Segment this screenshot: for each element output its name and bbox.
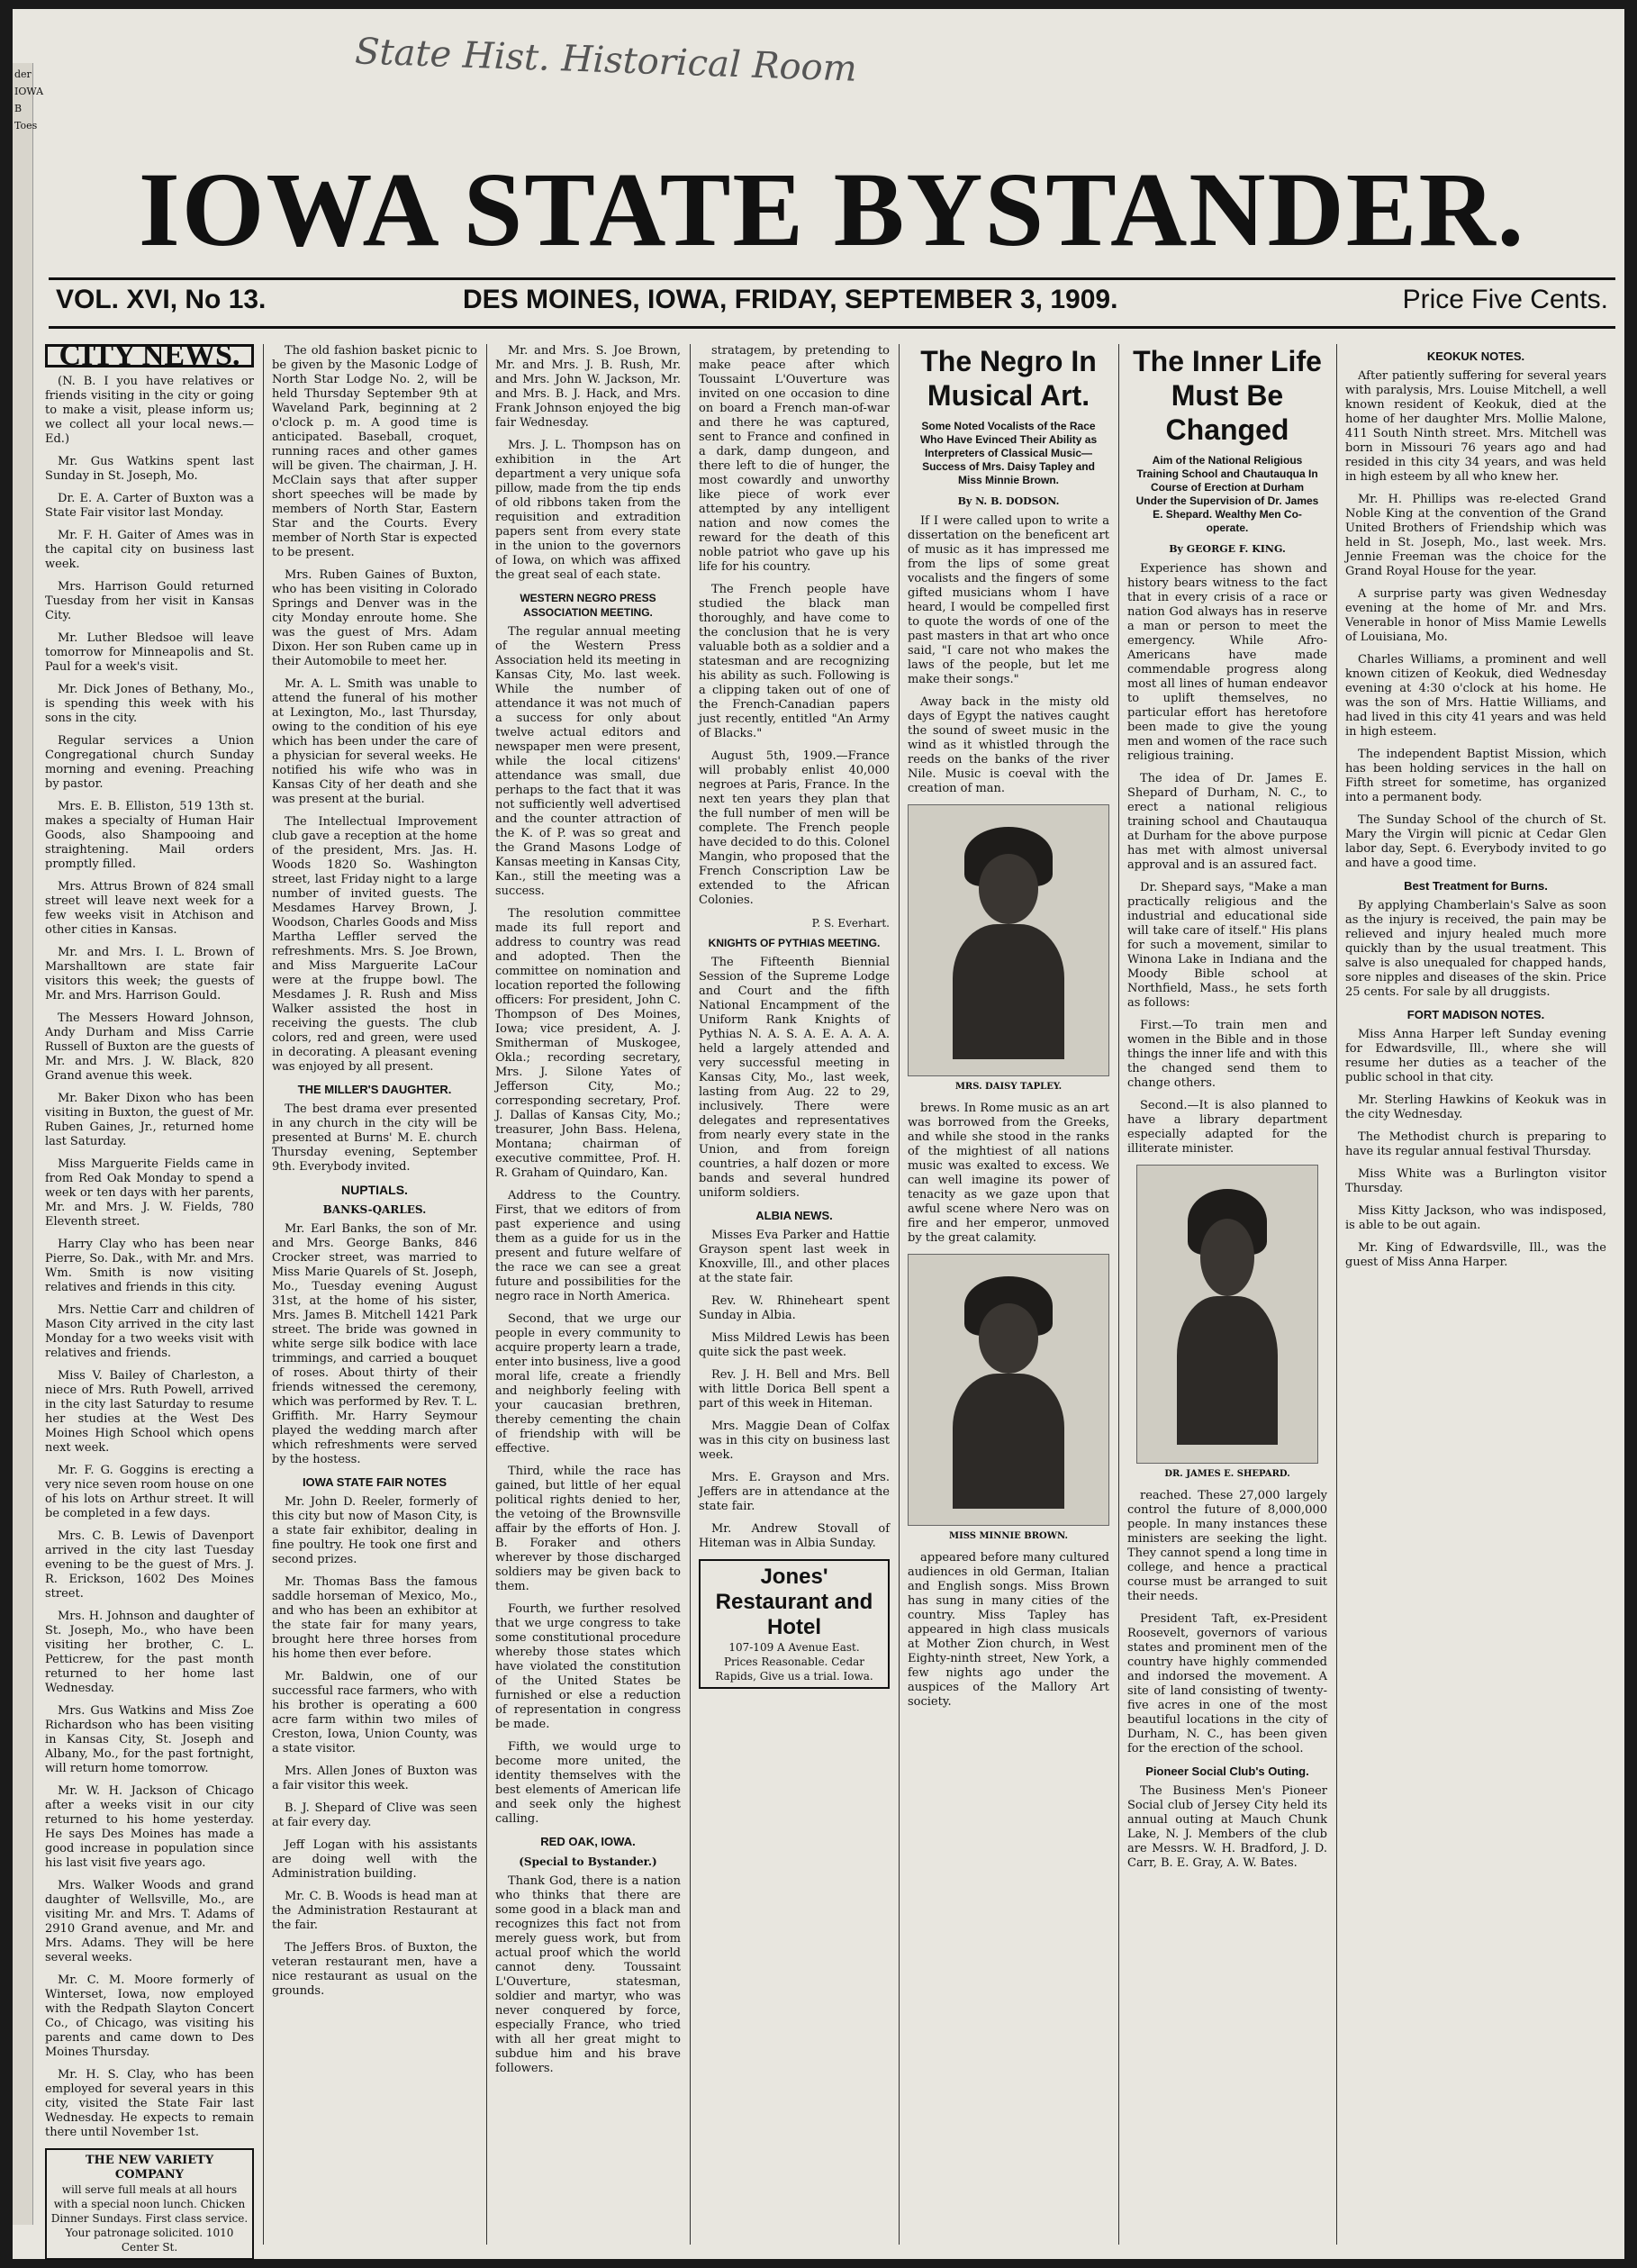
nuptials-heading: NUPTIALS. [341, 1183, 408, 1197]
column-inner-life [1127, 344, 1327, 2245]
news-item: The Messers Howard Johnson, Andy Durham and Miss Carrie Russell of Buxton are the guests of Mr. and Mrs. J. W. Black, 820 Grand avenue this week. [45, 1012, 254, 1083]
fort-madison-heading: FORT MADISON NOTES. [1406, 1008, 1545, 1021]
news-item: Jeff Logan with his assistants are doing well with the Administration building. [272, 1838, 477, 1881]
article-paragraph: The old fashion basket picnic to be given by the Masonic Lodge of North Star Lodge No. 2, will be held Thursday September 9th at Waveland Park, beginning at 2 o'clock p. m. A good time is anticipated. Baseball, croquet, running races and other games will be given. The chairman, J. H. McClain says that after supper short speeches will be made by members of North Star, Eastern Star and the Courts. Every member of North Star is expected to be present. [272, 344, 477, 559]
burns-remedy-heading: Best Treatment for Burns. [1404, 879, 1548, 893]
ad-tagline: Prices Reasonable. Cedar Rapids, Give us a trial. Iowa. [715, 1656, 873, 1683]
news-item: Mrs. C. B. Lewis of Davenport arrived in the city last Tuesday evening to be the guest of Mrs. J. R. Erickson, 1602 Des Moines street. [45, 1529, 254, 1601]
ad-address: 107-109 A Avenue East. [728, 1641, 860, 1654]
news-item: The Sunday School of the church of St. Mary the Virgin will picnic at Cedar Glen labor day, Sept. 6. Everybody invited to go and have a good time. [1345, 813, 1606, 870]
masthead-title: IOWA STATE BYSTANDER. [138, 150, 1526, 268]
press-association-text [495, 625, 681, 1827]
article-paragraph: August 5th, 1909.—France will probably enlist 40,000 negroes at Paris, France. In the next ten years they plan that the full number of men will be complete. The French people have decided to do this. Colonel Mangin, who proposed that the French Conscription Law be extended to the African Colonies. [699, 749, 890, 907]
albia-news-heading: ALBIA NEWS. [755, 1209, 833, 1222]
article-paragraph: The Intellectual Improvement club gave a reception at the home of the president, Mrs. Jas. H. Woods 1820 So. Washington street, last Friday night to a large number of invited guests. The Mesdames Harvey Brown, J. Woodson, Charles Goods and Miss Martha Leffler served the refreshments. Mrs. S. Joe Brown, and Miss Marguerite LaCour were at the fruppe bowl. The Mesdames J. R. Rush and Miss Walker assisted the host in receiving the guests. The club colors, red and green, were used in decorating. A pleasant evening was enjoyed by all present. [272, 815, 477, 1074]
red-oak-text: Thank God, there is a nation who thinks that there are some good in a black man and recognizes this fact not from merely guess work, but from actual proof which the world cannot deny. Toussaint L'Ouverture, statesman, soldier and martyr, who was never conquered by force, especially France, who tried with all her great might to subdue him and his brave followers. [495, 1874, 681, 2075]
news-item: Mr. Andrew Stovall of Hiteman was in Albia Sunday. [699, 1522, 890, 1550]
column-rule [690, 344, 691, 2245]
news-item: Mrs. Attrus Brown of 824 small street will leave next week for a few weeks visit in Atchison and other cities in Kansas. [45, 880, 254, 937]
column-rule [899, 344, 900, 2245]
news-item: B. J. Shepard of Clive was seen at fair every day. [272, 1801, 477, 1829]
col2-paragraphs [272, 344, 477, 1075]
musical-art-text-3: appeared before many cultured audiences in old German, Italian and English songs. Miss Brown has sung in many cities of the country. Miss Tapley has appeared in high class musicals at Mother Zion church, in West Eighty-ninth street, New York, a few nights ago under the auspices of the Mallory Art society. [908, 1551, 1109, 1709]
variety-company-ad [45, 2148, 254, 2260]
inner-life-byline: By GEORGE F. KING. [1169, 543, 1286, 555]
article-paragraph: Experience has shown and history bears witness to the fact that in every crisis of a race or nation God always has in reserve a man or person to meet the emergency. While Afro-Americans have made commendable progress along most all lines of human endeavor to uplift themselves, no particular effort has heretofore been made to give the young men and women of the race such religious training. [1127, 562, 1327, 763]
inner-life-title: The Inner Life Must Be Changed [1133, 345, 1322, 446]
news-item: Rev. J. H. Bell and Mrs. Bell with little Dorica Bell spent a part of this week in Hiteman. [699, 1368, 890, 1411]
col3-intro-2: Mrs. J. L. Thompson has on exhibition in the Art department a very unique sofa pillow, made from the tip ends of old ribbons taken from the requisition and extradition papers sent from every state in the union to the governors of Iowa, on which was affixed the great seal of each state. [495, 439, 681, 582]
news-item: Mr. Thomas Bass the famous saddle horseman of Mexico, Mo., and who has been an exhibitor at the state fair for many years, brought here three horses from his home then ever before. [272, 1575, 477, 1661]
column-7 [1345, 344, 1606, 2245]
keokuk-notes [1345, 369, 1606, 871]
news-item: The Jeffers Bros. of Buxton, the veteran restaurant men, have a nice restaurant as usual on the grounds. [272, 1941, 477, 1998]
news-item: The independent Baptist Mission, which has been holding services in the hall on Fifth street for sometime, has organized into a permanent body. [1345, 748, 1606, 804]
news-item: Mrs. Nettie Carr and children of Mason City arrived in the city last Monday for a two weeks visit with relatives and friends. [45, 1303, 254, 1360]
news-item: Regular services a Union Congregational church Sunday morning and evening. Preaching by pastor. [45, 734, 254, 791]
musical-art-byline: By N. B. DODSON. [957, 495, 1060, 507]
article-paragraph: Mrs. Ruben Gaines of Buxton, who has been visiting in Colorado Springs and Denver was in the city Monday enroute home. She was the guest of Mrs. Adam Dixon. Her son Ruben came up in their Automobile to meet her. [272, 568, 477, 668]
news-item: After patiently suffering for several years with paralysis, Mrs. Louise Mitchell, a well known resident of Keokuk, died at the home of her daughter Mrs. Mollie Malone, 411 South Ninth street. Mrs. Mitchell was born in Missouri 76 years ago and had resided in this city 34 years, and was held in high esteem by all who knew her. [1345, 369, 1606, 484]
news-item: Misses Eva Parker and Hattie Grayson spent last week in Knoxville, Ill., and other places at the state fair. [699, 1229, 890, 1285]
article-paragraph: The French people have studied the black man thoroughly, and have come to the conclusion that he is very valuable both as a soldier and a statesman and are recognizing his ability as such. Following is a clipping taken out of one of the French-Canadian papers just recently, entitled "An Army of Blacks." [699, 583, 890, 740]
city-news-heading: CITY NEWS. [45, 344, 254, 367]
news-item: The Methodist church is preparing to have its regular annual festival Thursday. [1345, 1130, 1606, 1158]
column-city-news [45, 339, 254, 2254]
millers-daughter-text: The best drama ever presented in any church in the city will be presented at Burns' M. E. church Thursday evening, September 9th. Everybody invited. [272, 1102, 477, 1174]
news-item: Mr. Sterling Hawkins of Keokuk was in the city Wednesday. [1345, 1093, 1606, 1121]
musical-art-text-2: brews. In Rome music as an art was borrowed from the Greeks, and while she stood in the ranks of the mightiest of all nations music was exalted to excess. We can well imagine its power of tenacity as we gaze upon that awful scene where Nero was on fire and her emperor, unmoved by the great calamity. [908, 1102, 1109, 1245]
column-rule [263, 344, 264, 2245]
news-item: Mrs. Harrison Gould returned Tuesday from her visit in Kansas City. [45, 580, 254, 622]
article-paragraph: Mr. A. L. Smith was unable to attend the funeral of his mother at Lexington, Mo., last Thursday, owing to the condition of his eye which has been under the care of a physician for several weeks. He notified his wife who was in Kansas City of her death and she was present at the burial. [272, 677, 477, 806]
news-item: Mr. W. H. Jackson of Chicago after a weeks visit in our city returned to his home yesterday. He says Des Moines has made a good increase in population since his last visit five years ago. [45, 1784, 254, 1870]
article-paragraph: First.—To train men and women in the Bible and in those things the inner life and with this the changed send them to change others. [1127, 1019, 1327, 1090]
portrait-caption: DR. JAMES E. SHEPARD. [1164, 1469, 1290, 1479]
inner-life-text [1127, 562, 1327, 1157]
james-shepard-portrait [1136, 1165, 1318, 1464]
inner-life-text-3: President Taft, ex-President Roosevelt, governors of various states and prominent men of the country have highly commended and indorsed the movement. A site of land consisting of twenty-five acres in one of the most beautiful locations in the city of Durham, N. C., has been given for the erection of the school. [1127, 1612, 1327, 1755]
red-oak-subheading: (Special to Bystander.) [519, 1855, 657, 1868]
portrait-caption: MISS MINNIE BROWN. [949, 1531, 1068, 1541]
news-item: Mr. and Mrs. I. L. Brown of Marshalltown are state fair visitors this week; the guests of Mr. and Mrs. Harrison Gould. [45, 946, 254, 1002]
adjacent-page-edge: der IOWA B Toes [13, 63, 33, 2225]
article-paragraph: Address to the Country. First, that we editors of from past experience and using them as a guide for us in the present and future welfare of the race we can see a great future and possibilities for the negro race in North America. [495, 1189, 681, 1303]
news-item: Mr. Gus Watkins spent last Sunday in St. Joseph, Mo. [45, 455, 254, 483]
article-paragraph: The regular annual meeting of the Western Press Association held its meeting in Kansas City, Mo. last week. While the number of attendance it was not much of a success for only about twelve actual editors and newspaper men were present, while the local citizens' attendance was small, due perhaps to the fact that it was not sufficiently well advertised and the counter attraction of the K. of P. was so great and the Grand Masons Lodge of Kansas meeting in Kansas City, Kan., still the meeting was a success. [495, 625, 681, 898]
article-paragraph: Second.—It is also planned to have a library department especially adapted for the illiterate minister. [1127, 1099, 1327, 1156]
city-news-items [45, 455, 254, 2140]
ad-title: Jones' Restaurant and Hotel [715, 1565, 873, 1639]
masthead-rule-top [49, 277, 1615, 280]
news-item: Mrs. E. Grayson and Mrs. Jeffers are in attendance at the state fair. [699, 1471, 890, 1513]
news-item: Miss Marguerite Fields came in from Red Oak Monday to spend a week or ten days with her parents, Mr. and Mrs. J. W. Fields, 780 Eleventh street. [45, 1157, 254, 1229]
news-item: Mrs. Walker Woods and grand daughter of Wellsville, Mo., are visiting Mr. and Mrs. T. Adams of 2910 Grand avenue, and Mr. and Mrs. Adams. They will be here several weeks. [45, 1879, 254, 1964]
news-item: Charles Williams, a prominent and well known citizen of Keokuk, died Wednesday evening at 4:30 o'clock at his home. He was the son of Mrs. Hattie Williams, and had lived in this city 41 years and was held in high esteem. [1345, 653, 1606, 739]
article-paragraph: Second, that we urge our people in every community to acquire property learn a trade, enter into business, live a good moral life, create a friendly and neighborly feeling with your caucasian brethren, thereby cementing the chain of friendship with will be effective. [495, 1312, 681, 1456]
news-item: Mrs. Allen Jones of Buxton was a fair visitor this week. [272, 1765, 477, 1792]
handwritten-note: State Hist. Historical Room [354, 31, 858, 90]
red-oak-heading: RED OAK, IOWA. [540, 1835, 636, 1848]
news-item: Mrs. H. Johnson and daughter of St. Joseph, Mo., who have been visiting her brother, C. L. Petticrew, for the past month returned to her home last Wednesday. [45, 1610, 254, 1695]
news-item: Mr. Baldwin, one of our successful race farmers, who with his brother is operating a 600 acre farm within two miles of Creston, Iowa, Union County, was a state visitor. [272, 1670, 477, 1755]
column-rule [486, 344, 487, 2245]
news-item: Rev. W. Rhineheart spent Sunday in Albia. [699, 1294, 890, 1322]
pioneer-club-heading: Pioneer Social Club's Outing. [1145, 1765, 1309, 1778]
article-paragraph: Dr. Shepard says, "Make a man practically religious and the industrial and educational side will take care of itself." His plans for such a movement, similar to Winona Lake in Indiana and the Moody Bible school at Northfield, Mass., he sets forth as follows: [1127, 881, 1327, 1010]
column-musical-art [908, 344, 1109, 2245]
article-paragraph: If I were called upon to write a dissertation on the beneficent art of music as it has impressed me from the lips of some great vocalists and the fingers of some gifted musicians whom I have heard, I would be compelled first to quote the words of one of the past masters in that art who once said, "I care not who makes the laws of the people, but let me make their songs." [908, 514, 1109, 686]
knights-pythias-heading: KNIGHTS OF PYTHIAS MEETING. [708, 937, 881, 949]
ad-title: THE NEW VARIETY COMPANY [85, 2154, 214, 2182]
column-3 [495, 344, 681, 2245]
news-item: Mr. C. B. Woods is head man at the Administration Restaurant at the fair. [272, 1890, 477, 1932]
news-item: A surprise party was given Wednesday evening at the home of Mr. and Mrs. Venerable in honor of Miss Mamie Lewells of Louisiana, Mo. [1345, 587, 1606, 644]
masthead-rule-bottom [49, 326, 1615, 329]
col3-intro: Mr. and Mrs. S. Joe Brown, Mr. and Mrs. J. B. Rush, Mr. and Mrs. John W. Jackson, Mr. and Mrs. B. J. Hack, and Mrs. Frank Johnson enjoyed the big fair Wednesday. [495, 344, 681, 430]
minnie-brown-portrait [908, 1254, 1109, 1526]
newspaper-page [13, 9, 1624, 2259]
musical-art-deck: Some Noted Vocalists of the Race Who Have Evinced Their Ability as Interpreters of Classical Music—Success of Mrs. Daisy Tapley and Miss Minnie Brown. [919, 420, 1098, 486]
city-news-intro: (N. B. I you have relatives or friends visiting in the city or going to make a visit, please inform us; we collect all your local news.—Ed.) [45, 375, 254, 446]
article-paragraph: Away back in the misty old days of Egypt the natives caught the sound of sweet music in the wind as it whistled through the reeds on the banks of the river Nile. Music is coeval with the creation of man. [908, 695, 1109, 795]
jones-restaurant-ad [699, 1559, 890, 1689]
burns-remedy-text: By applying Chamberlain's Salve as soon as the injury is received, the pain may be relieved and injury healed much more quickly than by the usual treatment. This salve is also unequaled for chapped hands, sore nipples and diseases of the skin. Price 25 cents. For sale by all druggists. [1345, 899, 1606, 999]
column-rule [1336, 344, 1337, 2245]
keokuk-heading: KEOKUK NOTES. [1426, 349, 1525, 363]
news-item: Mr. F. H. Gaiter of Ames was in the capital city on business last week. [45, 529, 254, 571]
news-item: Dr. E. A. Carter of Buxton was a State Fair visitor last Monday. [45, 492, 254, 520]
article-paragraph: Third, while the race has gained, but little of her equal political rights denied to her, the vetoing of the Brownsville affair by the efforts of Hon. J. B. Foraker and others wherever by those discharged soldiers may be given back to them. [495, 1465, 681, 1593]
news-item: Miss V. Bailey of Charleston, a niece of Mrs. Ruth Powell, arrived in the city last Saturday to resume her studies at the West Des Moines High School which opens next week. [45, 1369, 254, 1455]
article-paragraph: The idea of Dr. James E. Shepard of Durham, N. C., to erect a national religious training school and Chautauqua at Durham for the above purpose has met with almost universal approval and is an assured fact. [1127, 772, 1327, 872]
musical-art-text [908, 514, 1109, 796]
news-item: Mr. King of Edwardsville, Ill., was the guest of Miss Anna Harper. [1345, 1241, 1606, 1269]
column-rule [1118, 344, 1119, 2245]
inner-life-text-2: reached. These 27,000 largely control the future of 8,000,000 people. In many instances these ministers are seeking the light. They cannot spend a long time in college, and hence a practical course must be arranged to suit their needs. [1127, 1489, 1327, 1603]
knights-pythias-text: The Fifteenth Biennial Session of the Supreme Lodge and Court and the fifth National Encampment of the Uniform Rank Knights of Pythias N. A. S. A. E. A. A. A. held a largely attended and very successful meeting in Kansas City, Mo., last week, lasting from Aug. 22 to 29, inclusively. There were delegates and representatives from nearly every state in the Union, and from foreign countries, a half dozen or more bands and several hundred uniform soldiers. [699, 956, 890, 1200]
news-item: Mrs. Gus Watkins and Miss Zoe Richardson who has been visiting in Kansas City, St. Joseph and Albany, Mo., for the past fortnight, will return home tomorrow. [45, 1704, 254, 1775]
albia-news-items [699, 1229, 890, 1551]
news-item: Mr. Dick Jones of Bethany, Mo., is spending this week with his sons in the city. [45, 683, 254, 725]
price: Price Five Cents. [1402, 285, 1608, 314]
column-4 [699, 344, 890, 2245]
col4-paragraphs [699, 344, 890, 908]
news-item: Mr. Luther Bledsoe will leave tomorrow for Minneapolis and St. Paul for a week's visit. [45, 631, 254, 674]
daisy-tapley-portrait [908, 804, 1109, 1076]
news-item: Mr. F. G. Goggins is erecting a very nice seven room house on one of his lots on Arthur street. It will be completed in a few days. [45, 1464, 254, 1520]
fort-madison-notes [1345, 1028, 1606, 1270]
nuptials-subheading: BANKS-QARLES. [322, 1203, 427, 1216]
news-item: Miss Anna Harper left Sunday evening for Edwardsville, Ill., where she will resume her duties as a teacher of the public school in that city. [1345, 1028, 1606, 1084]
volume-number: VOL. XVI, No 13. [56, 285, 267, 314]
news-item: Mr. H. Phillips was re-elected Grand Noble King at the convention of the Grand United Brothers of Friendship which was held in St. Joseph, Mo., last week. Mrs. Jennie Freeman was the choice for the Grand Royal House for the year. [1345, 493, 1606, 578]
nuptials-text: Mr. Earl Banks, the son of Mr. and Mrs. George Banks, 846 Crocker street, was married to Miss Marie Quarels of St. Joseph, Mo., Tuesday evening August 31st, at the home of his sister, Mrs. James B. Mitchell 1421 Park street. The bride was gowned in white serge silk bodice with lace trimmings, and carried a bouquet of roses. About thirty of their friends witnessed the ceremony, which was performed by Rev. T. L. Griffith. Mr. Harry Seymour played the wedding march after which refreshments were served by the hostess. [272, 1222, 477, 1466]
article-paragraph: The resolution committee made its full report and address to country was read and adopted. Then the committee on nomination and location reported the following officers: For president, John C. Thompson of Des Moines, Iowa; vice president, A. J. Smitherman of Muskogee, Okla.; recording secretary, Mrs. J. Silone Yates of Jefferson City, Mo.; corresponding secretary, Prof. J. Dallas of Kansas City, Mo.; treasurer, John Bass. Helena, Montana; chairman of executive committee, Prof. H. R. Graham of Quindaro, Kan. [495, 907, 681, 1180]
pioneer-club-text: The Business Men's Pioneer Social club of Jersey City held its annual outing at Mauch Chunk Lake, N. J. Members of the club are Messrs. W. H. Bradford, J. D. Carr, B. E. Gray, A. W. Bates. [1127, 1784, 1327, 1870]
news-item: Mr. Baker Dixon who has been visiting in Buxton, the guest of Mr. Ruben Gaines, Jr., returned home last Saturday. [45, 1092, 254, 1148]
state-fair-heading: IOWA STATE FAIR NOTES [302, 1475, 448, 1489]
article-paragraph: stratagem, by pretending to make peace after which Toussaint L'Ouverture was invited on one occasion to dine on board a French man-of-war and there he was captured, sent to France and confined in a dark, damp dungeon, and there left to die of hunger, the most cowardly and unworthy like piece of work ever attempted by any intelligent nation and now comes the reward for the death of this noble patriot who gave up his life for his country. [699, 344, 890, 574]
portrait-caption: MRS. DAISY TAPLEY. [954, 1082, 1063, 1092]
inner-life-deck: Aim of the National Religious Training School and Chautauqua In Course of Erection at Durham Under the Supervision of Dr. James E. Shepard. Wealthy Men Co-operate. [1135, 454, 1319, 534]
column-2 [272, 344, 477, 2245]
press-association-heading: WESTERN NEGRO PRESS ASSOCIATION MEETING. [520, 592, 656, 619]
news-item: Miss Mildred Lewis has been quite sick the past week. [699, 1331, 890, 1359]
signature: P. S. Everhart. [811, 917, 890, 930]
article-paragraph: Fourth, we further resolved that we urge congress to take some constitutional procedure whereby those states which have violated the constitution of the United States be furnished or else a reduction of representation in congress be made. [495, 1602, 681, 1731]
ad-body: will serve full meals at all hours with a special noon lunch. Chicken Dinner Sundays. First class service. Your patronage solicited. 1010 Center St. [50, 2183, 249, 2254]
state-fair-notes [272, 1495, 477, 1999]
article-paragraph: Fifth, we would urge to become more united, the identity themselves with the best elements of American life and seek only the highest calling. [495, 1740, 681, 1826]
news-item: Mrs. Maggie Dean of Colfax was in this city on business last week. [699, 1420, 890, 1462]
news-item: Harry Clay who has been near Pierre, So. Dak., with Mr. and Mrs. Wm. Smith is now visiting relatives and friends in this city. [45, 1238, 254, 1294]
news-item: Mr. John D. Reeler, formerly of this city but now of Mason City, is a state fair exhibitor, dealing in fine poultry. He took one first and second prizes. [272, 1495, 477, 1566]
issue-date: DES MOINES, IOWA, FRIDAY, SEPTEMBER 3, 1909. [463, 285, 1118, 314]
millers-daughter-heading: THE MILLER'S DAUGHTER. [297, 1083, 452, 1096]
news-item: Miss Kitty Jackson, who was indisposed, is able to be out again. [1345, 1204, 1606, 1232]
news-item: Miss White was a Burlington visitor Thursday. [1345, 1167, 1606, 1195]
news-item: Mrs. E. B. Elliston, 519 13th st. makes a specialty of Human Hair Goods, also Shampooing and straightening. Mail orders promptly filled. [45, 800, 254, 871]
news-item: Mr. H. S. Clay, who has been employed for several years in this city, visited the State Fair last Wednesday. He expects to remain there until November 1st. [45, 2068, 254, 2139]
musical-art-title: The Negro In Musical Art. [920, 345, 1097, 412]
news-item: Mr. C. M. Moore formerly of Winterset, Iowa, now employed with the Redpath Slayton Concert Co., of Chicago, was visiting his parents and came down to Des Moines Thursday. [45, 1973, 254, 2059]
